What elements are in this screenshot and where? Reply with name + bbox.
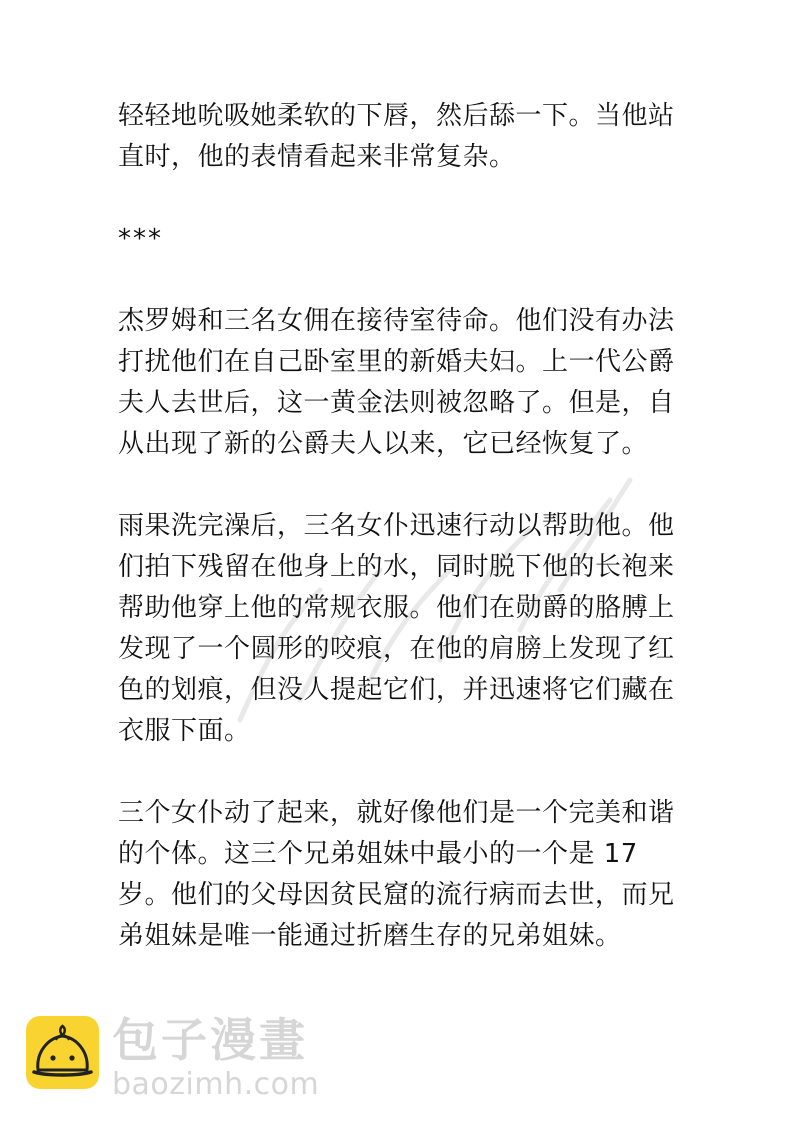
steamed-bun-icon <box>26 1016 99 1089</box>
section-separator: *** <box>118 224 163 254</box>
paragraph: 轻轻地吮吸她柔软的下唇，然后舔一下。当他站直时，他的表情看起来非常复杂。 <box>118 101 675 172</box>
brand-name: 包子漫畫 <box>112 1013 308 1067</box>
paragraph: 雨果洗完澡后，三名女仆迅速行动以帮助他。他们拍下残留在他身上的水，同时脱下他的长袍来帮助他穿上他的常规衣服。他们在勋爵的胳膊上发现了一个圆形的咬痕，在他的肩膀上发现了红色的划痕，但没人提起它们，并迅速将它们藏在衣服下面。 <box>118 511 675 746</box>
document-body <box>118 96 688 998</box>
paragraph: 三个女仆动了起来，就好像他们是一个完美和谐的个体。这三个兄弟姐妹中最小的一个是 17 岁。他们的父母因贫民窟的流行病而去世，而兄弟姐妹是唯一能通过折磨生存的兄弟姐妹。 <box>118 798 675 951</box>
brand-watermark <box>112 1014 319 1102</box>
paragraph: 杰罗姆和三名女佣在接待室待命。他们没有办法打扰他们在自己卧室里的新婚夫妇。上一代公爵夫人去世后，这一黄金法则被忽略了。但是，自从出现了新的公爵夫人以来，它已经恢复了。 <box>118 306 675 459</box>
brand-url: baozimh.com <box>112 1067 320 1102</box>
